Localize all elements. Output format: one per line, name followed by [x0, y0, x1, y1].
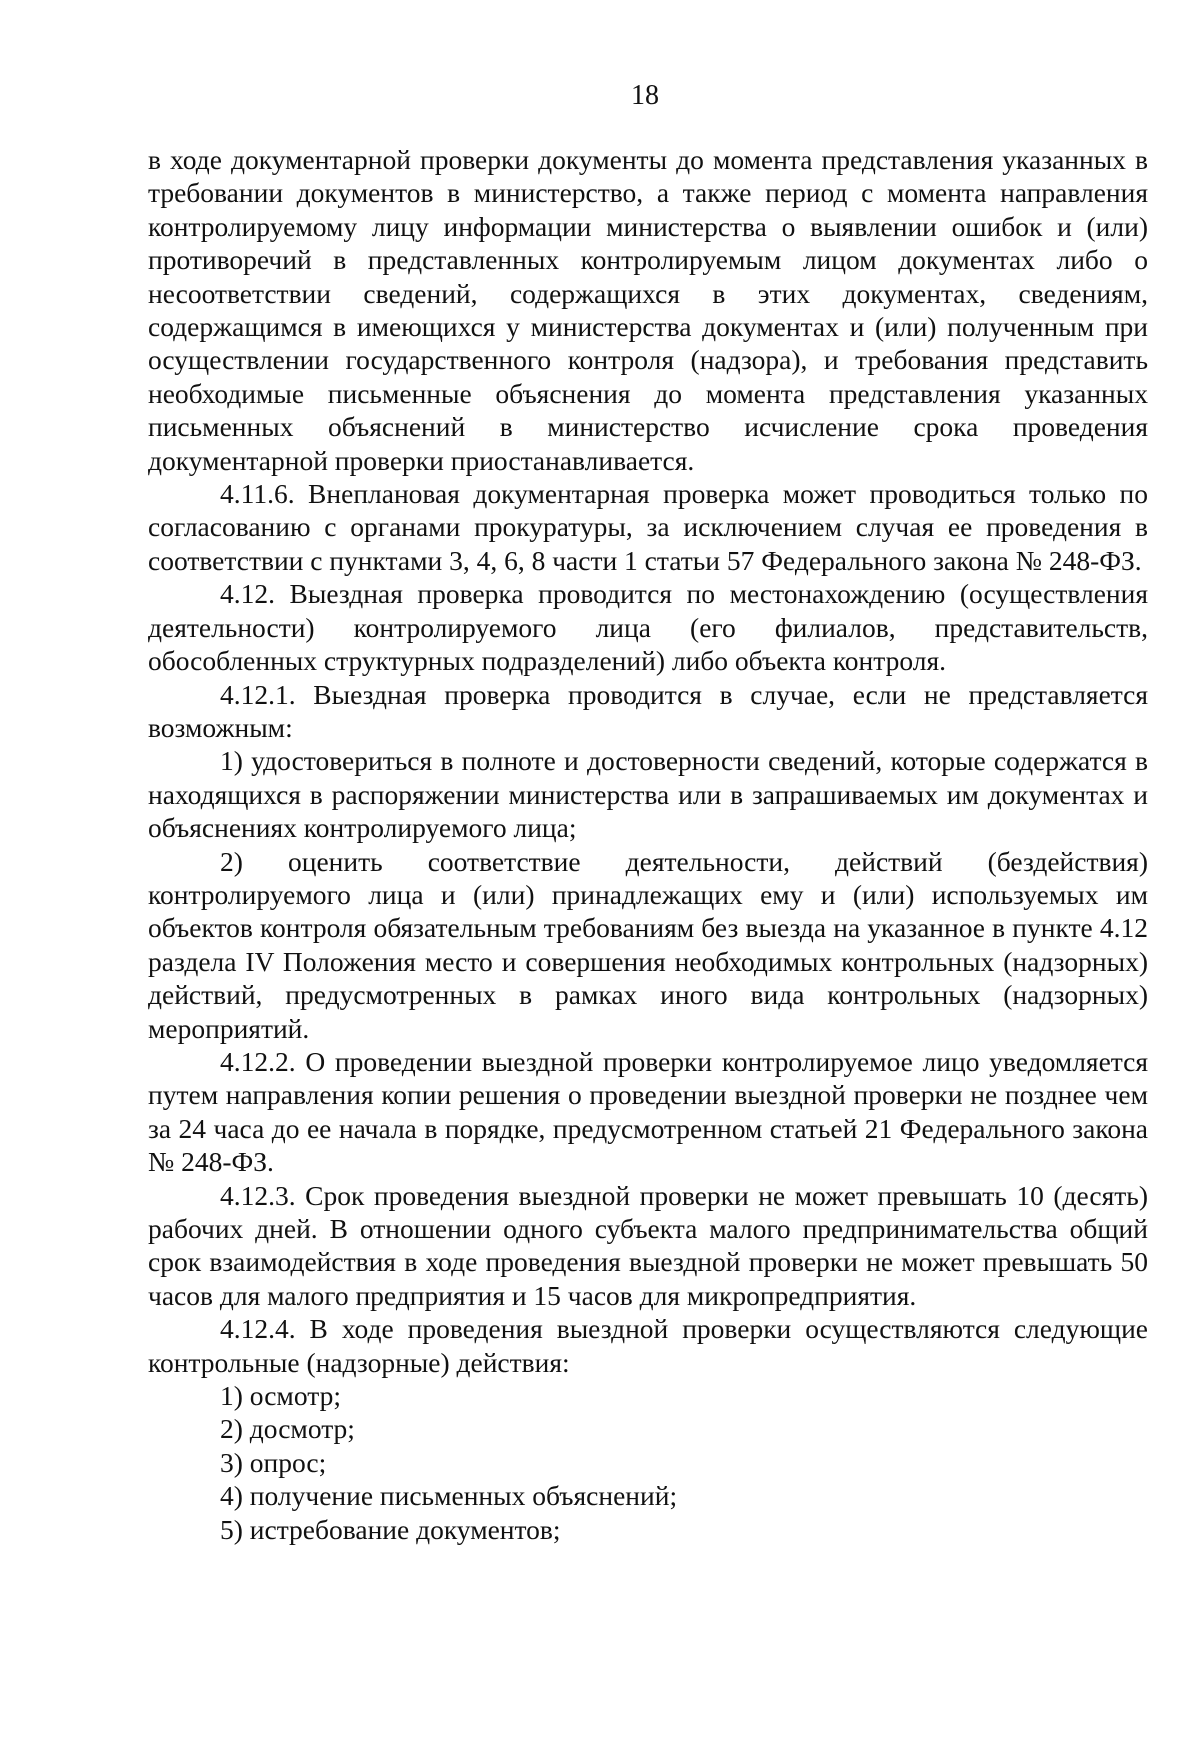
document-body — [148, 143, 1148, 1546]
list-item: 4) получение письменных объяснений; — [220, 1480, 678, 1512]
paragraph: 4.12.3. Срок проведения выездной проверки не может превышать 10 (десять) рабочих дней. В отношении одного субъекта малого предпринимательства общий срок взаимодействия в ходе проведения выездной проверки не может превышать 50 часов для малого предприятия и 15 часов для микропредприятия. — [148, 1179, 1148, 1311]
list-item: 1) удостовериться в полноте и достоверности сведений, которые содержатся в находящихся в распоряжении министерства или в запрашиваемых им документах и объяснениях контролируемого лица; — [148, 745, 1148, 844]
list-item: 2) оценить соответствие деятельности, действий (бездействия) контролируемого лица и (или) принадлежащих ему и (или) используемых им объектов контроля обязательным требованиям без выезда на указанное в пункте 4.12 раздела IV Положения место и совершения необходимых контрольных (надзорных) действий, предусмотренных в рамках иного вида контрольных (надзорных) мероприятий. — [148, 845, 1148, 1044]
list-item: 2) досмотр; — [220, 1413, 355, 1445]
paragraph: 4.12.2. О проведении выездной проверки контролируемое лицо уведомляется путем направления копии решения о проведении выездной проверки не позднее чем за 24 часа до ее начала в порядке, предусмотренном статьей 21 Федерального закона № 248-ФЗ. — [148, 1045, 1148, 1178]
list-item: 5) истребование документов; — [220, 1513, 561, 1545]
list-item: 3) опрос; — [220, 1446, 327, 1478]
paragraph: 4.12.1. Выездная проверка проводится в случае, если не представляется возможным: — [148, 678, 1148, 743]
paragraph: 4.12. Выездная проверка проводится по местонахождению (осуществления деятельности) контролируемого лица (его филиалов, представительств, обособленных структурных подразделений) либо объекта контроля. — [148, 578, 1148, 677]
paragraph: 4.12.4. В ходе проведения выездной проверки осуществляются следующие контрольные (надзорные) действия: — [148, 1313, 1148, 1378]
list-item: 1) осмотр; — [220, 1380, 341, 1412]
paragraph: 4.11.6. Внеплановая документарная проверка может проводиться только по согласованию с органами прокуратуры, за исключением случая ее проведения в соответствии с пунктами 3, 4, 6, 8 части 1 статьи 57 Федерального закона № 248-ФЗ. — [148, 478, 1148, 576]
page-number: 18 — [631, 80, 659, 111]
paragraph: в ходе документарной проверки документы до момента представления указанных в требовании документов в министерство, а также период с момента направления контролируемому лицу информации министерства о выявлении ошибок и (или) противоречий в представленных контролируемым лицом документах либо о несоответствии сведений, содержащихся в этих документах, сведениям, содержащимся в имеющихся у министерства документах и (или) полученным при осуществлении государственного контроля (надзора), и требования представить необходимые письменные объяснения до момента представления указанных письменных объяснений в министерство исчисление срока проведения документарной проверки приостанавливается. — [148, 144, 1148, 476]
